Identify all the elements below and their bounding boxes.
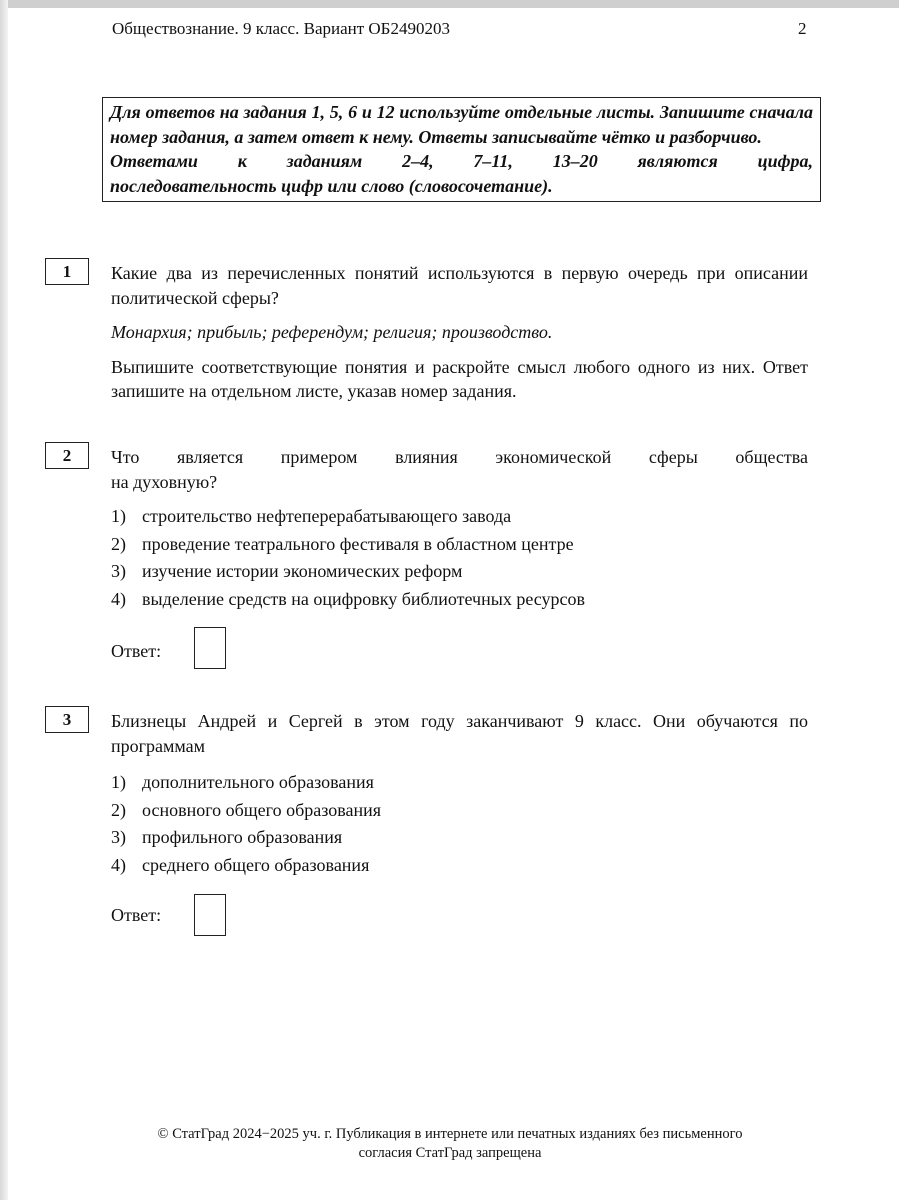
instructions-answer-types: Ответами к заданиям 2–4, 7–11, 13–20 являются цифра, <box>110 151 813 171</box>
copyright-footer <box>100 1125 800 1163</box>
task-3-option-2: 2) основного общего образования <box>111 799 382 820</box>
scan-edge-top <box>0 0 899 8</box>
task-2-answer-box[interactable] <box>194 627 226 669</box>
task-2-question-line1: Что является примером влияния экономической сферы общества <box>111 447 808 467</box>
task-3 <box>111 709 808 880</box>
task-1-question: Какие два из перечисленных понятий используются в первую очередь при описании политической сферы? <box>111 263 808 308</box>
task-3-option-1: 1) дополнительного образования <box>111 772 374 792</box>
task-2-option-3: 3) изучение истории экономических реформ <box>111 561 463 581</box>
task-3-answer-label: Ответ: <box>111 905 162 925</box>
instructions-box <box>102 97 821 202</box>
task-3-question: Близнецы Андрей и Сергей в этом году заканчивают 9 класс. Они обучаются по программам <box>111 711 808 756</box>
task-3-answer-box[interactable] <box>194 894 226 936</box>
page-number: 2 <box>798 19 807 38</box>
task-2 <box>111 445 808 614</box>
task-number-1: 1 <box>45 258 89 285</box>
task-2-option-2: 2) проведение театрального фестиваля в областном центре <box>111 533 574 554</box>
task-3-option-4: 4) среднего общего образования <box>111 854 370 875</box>
instructions-text: Для ответов на задания 1, 5, 6 и 12 используйте отдельные листы. Запишите сначала номер задания, а затем ответ к нему. Ответы записывайте чётко и разборчиво. <box>110 102 813 147</box>
task-1-terms: Монархия; прибыль; референдум; религия; производство. <box>111 322 553 342</box>
footer-line-2: согласия СтатГрад запрещена <box>358 1145 542 1161</box>
task-1-instruction: Выпишите соответствующие понятия и раскройте смысл любого одного из них. Ответ запишите на отдельном листе, указав номер задания. <box>111 356 808 401</box>
task-2-question-line2: на духовную? <box>111 471 218 492</box>
task-number-3: 3 <box>45 706 89 733</box>
task-3-option-3: 3) профильного образования <box>111 827 343 847</box>
task-1 <box>111 261 808 404</box>
task-number-2: 2 <box>45 442 89 469</box>
task-2-option-4: 4) выделение средств на оцифровку библиотечных ресурсов <box>111 588 586 609</box>
page-header-title: Обществознание. 9 класс. Вариант ОБ2490203 <box>112 19 450 38</box>
task-2-option-1: 1) строительство нефтеперерабатывающего завода <box>111 506 512 526</box>
task-3-options <box>111 770 808 880</box>
task-2-answer-label: Ответ: <box>111 641 162 661</box>
task-2-options <box>111 504 808 614</box>
scan-edge-left <box>0 0 8 1200</box>
footer-line-1: © СтатГрад 2024−2025 уч. г. Публикация в интернете или печатных изданиях без письменного <box>157 1126 743 1142</box>
instructions-answer-types-cont: последовательность цифр или слово (словосочетание). <box>110 175 553 196</box>
